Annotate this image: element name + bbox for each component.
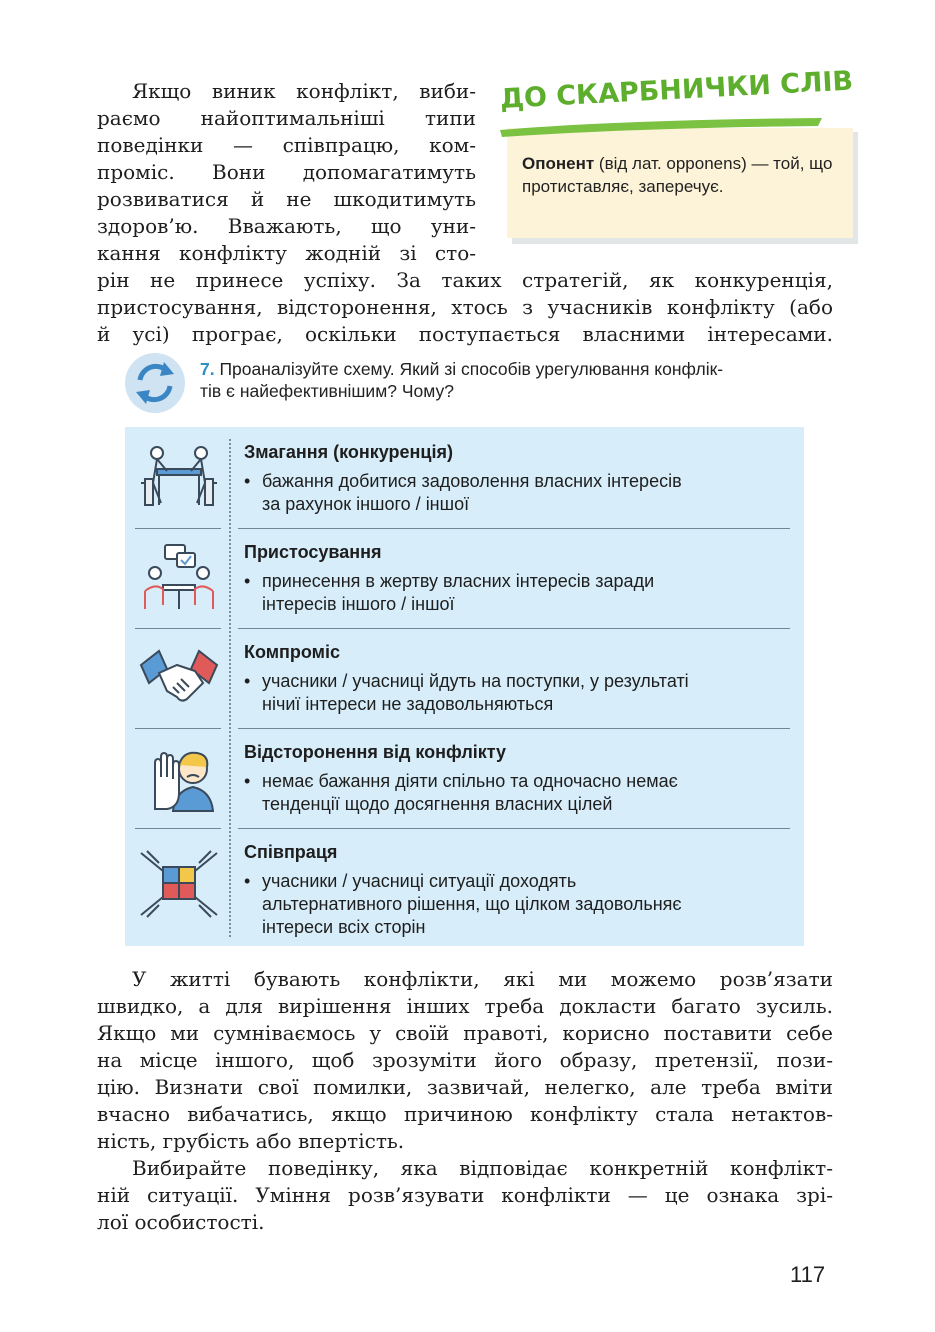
scheme-row-title: Компроміс xyxy=(244,642,341,662)
text-line: пристосування, відсторонення, хтось з учасників конфлікту (або xyxy=(97,295,833,319)
scheme-row-title: Змагання (конкуренція) xyxy=(244,442,453,462)
puzzle-hands-icon xyxy=(137,849,221,919)
text-line: вчасно вибачатись, якщо причиною конфлікту стала нетактов- xyxy=(97,1102,833,1126)
refresh-icon xyxy=(124,352,186,414)
scheme-row-text: немає бажання діяти спільно та одночасно немає xyxy=(262,771,678,791)
text-line: цію. Визнати свої помилки, зазвичай, нелегко, але треба вміти xyxy=(97,1075,833,1099)
scheme-row-body xyxy=(244,670,689,716)
scheme-row-text: учасники / учасниці ситуації доходять xyxy=(262,871,577,891)
task-question xyxy=(200,358,840,402)
text-line: розвиватися й не шкодитимуть xyxy=(97,187,476,211)
text-line: кання конфлікту жодній зі сто- xyxy=(97,241,476,265)
glossary-definition xyxy=(522,152,842,198)
text-line: на місце іншого, щоб зрозуміти його образу, претензії, пози- xyxy=(97,1048,833,1072)
scheme-row-title: Відсторонення від конфлікту xyxy=(244,742,507,762)
text-line: Якщо ми сумніваємось у своїй правоті, корисно поставити себе xyxy=(97,1021,833,1045)
conflict-resolution-scheme xyxy=(125,427,804,946)
scheme-row-text: тенденції щодо досягнення власних цілей xyxy=(262,794,613,814)
text-line: раємо найоптимальніші типи xyxy=(97,106,476,130)
text-line: Якщо виник конфлікт, виби- xyxy=(132,79,476,103)
task-line: Проаналізуйте схему. Який зі способів урегулювання конфлік- xyxy=(214,359,724,379)
text-line: швидко, а для вирішення інших треба докласти багато зусиль. xyxy=(97,994,833,1018)
scheme-row-text: інтересів іншого / іншої xyxy=(262,594,455,614)
bullet: • xyxy=(244,471,251,491)
text-line: Вибирайте поведінку, яка відповідає конкретній конфлікт- xyxy=(132,1156,833,1180)
glossary-definition-text: (від лат. opponens) — той, що протиставляє, заперечує. xyxy=(522,154,833,196)
brush-stroke-decoration xyxy=(496,110,826,138)
bullet: • xyxy=(244,871,251,891)
task-line: тів є найефективнішим? Чому? xyxy=(200,381,454,401)
page-number: 117 xyxy=(790,1262,826,1287)
stop-hand-icon xyxy=(137,743,221,813)
row-separator xyxy=(238,628,790,629)
row-separator xyxy=(238,828,790,829)
scheme-row-title: Співпраця xyxy=(244,842,338,862)
scheme-row-body xyxy=(244,470,682,516)
dotted-divider xyxy=(229,439,231,937)
task-number: 7. xyxy=(200,359,215,379)
scheme-row-text: за рахунок іншого / іншої xyxy=(262,494,470,514)
text-line: рін не принесе успіху. За таких стратегій, як конкуренція, xyxy=(97,268,833,292)
row-separator xyxy=(238,528,790,529)
text-line: й усі) програє, оскільки поступається власними інтересами. xyxy=(97,322,833,346)
text-line: здоров’ю. Вважають, що уни- xyxy=(97,214,476,238)
competition-icon xyxy=(137,443,221,513)
glossary-title: ДО СКАРБНИЧКИ СЛІВ xyxy=(499,65,854,115)
text-line: лої особистості. xyxy=(97,1210,265,1234)
text-line: проміс. Вони допомагатимуть xyxy=(97,160,476,184)
row-separator xyxy=(135,828,221,829)
row-separator xyxy=(135,628,221,629)
bullet: • xyxy=(244,571,251,591)
row-separator xyxy=(238,728,790,729)
scheme-row-text: учасники / учасниці йдуть на поступки, у результаті xyxy=(262,671,689,691)
text-line: ність, грубість або впертість. xyxy=(97,1129,405,1153)
scheme-row-body xyxy=(244,570,654,616)
row-separator xyxy=(135,528,221,529)
text-line: ній ситуації. Уміння розв’язувати конфлікти — це ознака зрі- xyxy=(97,1183,833,1207)
glossary-term: Опонент xyxy=(522,154,595,173)
scheme-row-text: інтереси всіх сторін xyxy=(262,917,426,937)
scheme-row-text: бажання добитися задоволення власних інтересів xyxy=(262,471,682,491)
row-separator xyxy=(135,728,221,729)
bullet: • xyxy=(244,771,251,791)
scheme-row-text: альтернативного рішення, що цілком задовольняє xyxy=(262,894,682,914)
scheme-row-body xyxy=(244,870,682,939)
scheme-row-body xyxy=(244,770,678,816)
scheme-row-title: Пристосування xyxy=(244,542,382,562)
accommodation-icon xyxy=(137,543,221,613)
scheme-row-text: нічиї інтереси не задовольняються xyxy=(262,694,554,714)
bullet: • xyxy=(244,671,251,691)
handshake-icon xyxy=(137,643,221,713)
scheme-row-text: принесення в жертву власних інтересів заради xyxy=(262,571,655,591)
text-line: У житті бувають конфлікти, які ми можемо розв’язати xyxy=(132,967,833,991)
text-line: поведінки — співпрацю, ком- xyxy=(97,133,476,157)
